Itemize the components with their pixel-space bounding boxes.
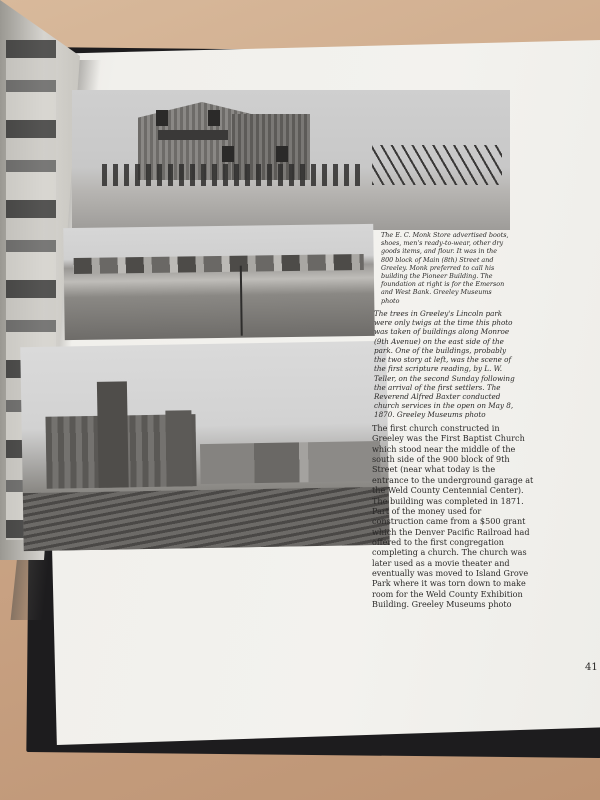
caption-monk-store: The E. C. Monk Store advertised boots, shoes, men's ready-to-wear, other dry goods items, and flour. It was in the 800 block of Main (8th) Street and Greeley. Monk preferred to call his building the Pioneer Building. The foundation at right is for the Emerson and West Bank. Greeley Museums photo <box>381 231 509 305</box>
caption-lincoln-park: The trees in Greeley's Lincoln park were only twigs at the time this photo was taken of buildings along Monroe (9th Avenue) on the east side of the park. One of the buildings, probably the two story at left, was the scene of the first scripture reading, by L. W. Teller, on the second Sunday following the arrival of the first settlers. The Reverend Alfred Baxter conducted church services in the open on May 8, 1870. Greeley Museums photo <box>374 309 515 420</box>
store-sign <box>158 130 228 140</box>
photo-first-baptist-church <box>20 341 390 551</box>
window <box>208 110 220 126</box>
young-tree <box>240 266 243 336</box>
photo-monk-store <box>72 90 510 230</box>
plowed-field <box>23 487 390 551</box>
page-number: 41 <box>585 662 598 673</box>
church-tower <box>165 410 192 486</box>
church-tower <box>97 381 129 488</box>
window <box>222 146 234 162</box>
photo-lincoln-park <box>63 224 375 340</box>
monroe-buildings <box>74 254 364 274</box>
nearby-houses <box>200 441 381 484</box>
people-and-horses <box>102 164 362 186</box>
window <box>276 146 288 162</box>
caption-first-church: The first church constructed in Greeley was the First Baptist Church which stood near the middle of the south side of the 900 block of 9th Street (near what today is the entrance to the underground garage at the Weld County Centennial Center). The building was completed in 1871. Part of the money used for construction came from a $500 grant which the Denver Pacific Railroad had offered to the first congregation completing a church. The church was later used as a movie theater and eventually was moved to Island Grove Park where it was torn down to make room for the Weld County Exhibition Building. Greeley Museums photo <box>372 423 534 610</box>
window <box>156 110 168 126</box>
construction-machinery <box>372 145 502 185</box>
